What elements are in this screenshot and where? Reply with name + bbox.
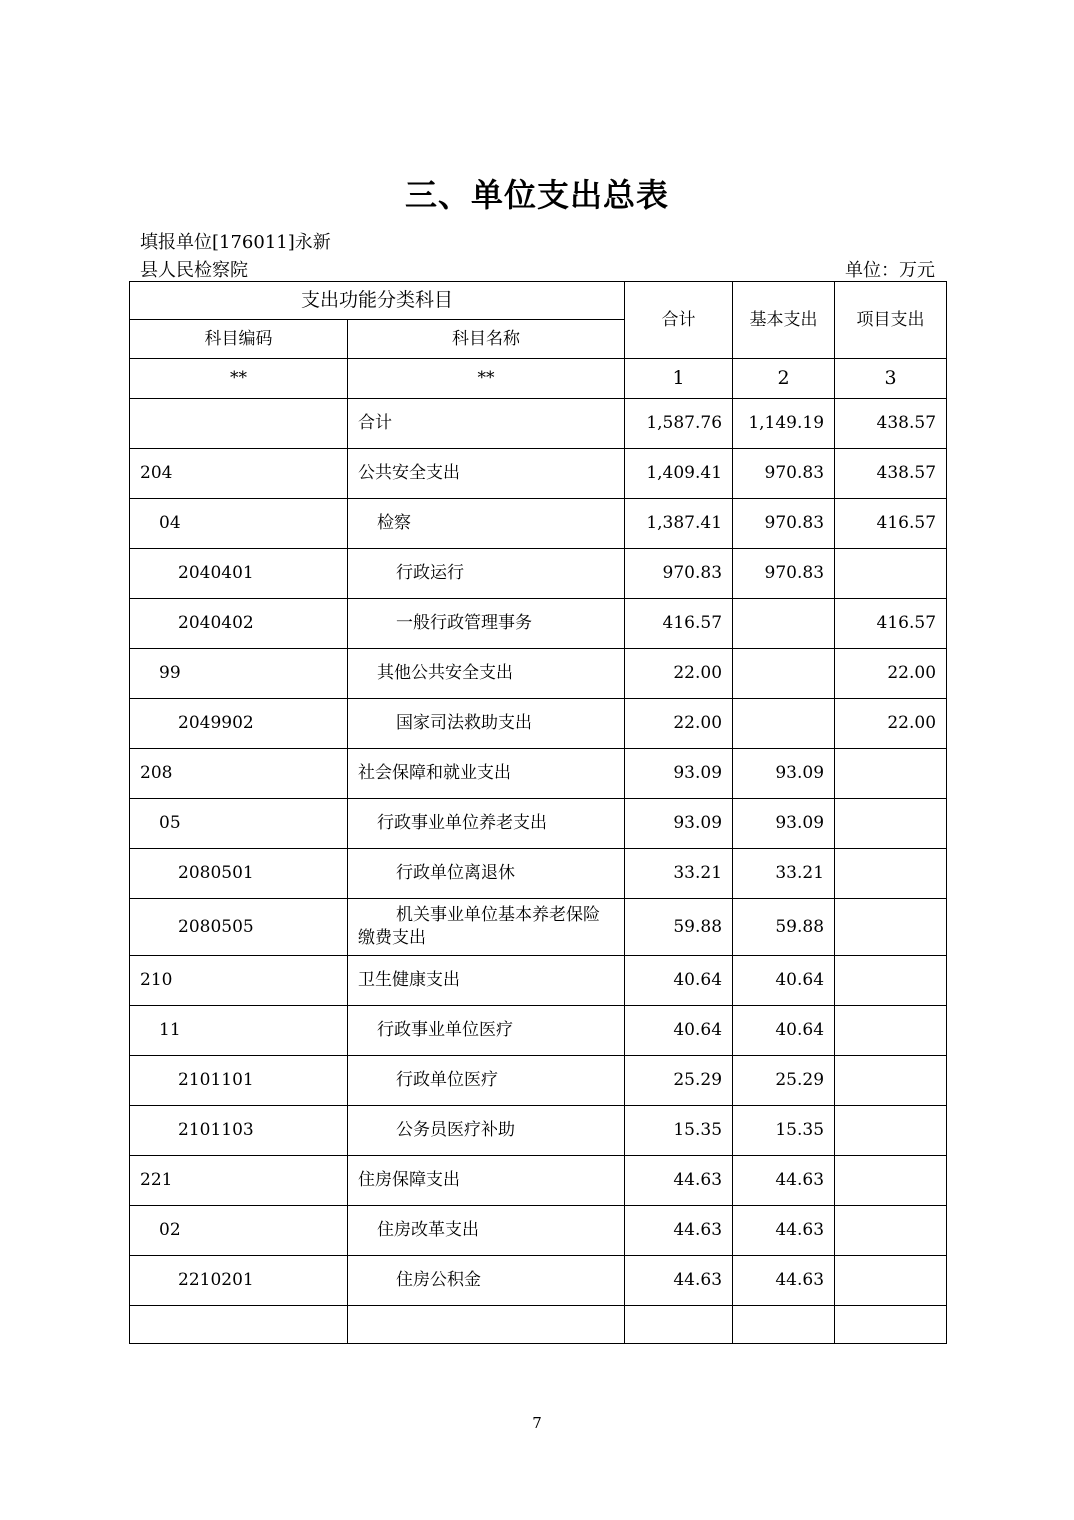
empty-cell: [130, 1306, 348, 1344]
row-project: [835, 1156, 947, 1206]
row-code: 04: [130, 499, 348, 549]
row-total: 93.09: [625, 749, 733, 799]
row-name: 行政单位离退休: [348, 849, 625, 899]
row-project: 416.57: [835, 599, 947, 649]
row-basic: 44.63: [733, 1206, 835, 1256]
empty-cell: [733, 1306, 835, 1344]
row-basic: 1,149.19: [733, 399, 835, 449]
table-row: [130, 1106, 947, 1156]
row-total: 33.21: [625, 849, 733, 899]
row-name: 行政运行: [348, 549, 625, 599]
header-basic-expense: 基本支出: [733, 282, 835, 359]
row-total: 44.63: [625, 1206, 733, 1256]
row-basic: [733, 649, 835, 699]
row-code: 2080501: [130, 849, 348, 899]
empty-cell: [625, 1306, 733, 1344]
row-basic: 93.09: [733, 749, 835, 799]
row-total: 93.09: [625, 799, 733, 849]
row-name: 公务员医疗补助: [348, 1106, 625, 1156]
row-code: 05: [130, 799, 348, 849]
row-code: 2080505: [130, 899, 348, 956]
row-project: 22.00: [835, 649, 947, 699]
row-total: 44.63: [625, 1156, 733, 1206]
index-code-stars: **: [130, 359, 348, 399]
row-project: [835, 1256, 947, 1306]
table-row: [130, 1256, 947, 1306]
row-code: 210: [130, 956, 348, 1006]
row-basic: 970.83: [733, 549, 835, 599]
table-row: [130, 499, 947, 549]
row-total: 1,387.41: [625, 499, 733, 549]
row-name: 合计: [348, 399, 625, 449]
header-subject-code: 科目编码: [130, 320, 348, 359]
row-total: 1,409.41: [625, 449, 733, 499]
row-basic: 970.83: [733, 449, 835, 499]
table-row: [130, 599, 947, 649]
table-row: [130, 749, 947, 799]
row-basic: 15.35: [733, 1106, 835, 1156]
row-total: 40.64: [625, 1006, 733, 1056]
row-project: 438.57: [835, 399, 947, 449]
row-name: 住房公积金: [348, 1256, 625, 1306]
table-row: [130, 649, 947, 699]
row-code: 204: [130, 449, 348, 499]
row-project: 22.00: [835, 699, 947, 749]
empty-cell: [348, 1306, 625, 1344]
table-row: [130, 1056, 947, 1106]
row-code: 2101103: [130, 1106, 348, 1156]
row-project: [835, 849, 947, 899]
row-code: 2101101: [130, 1056, 348, 1106]
row-total: 59.88: [625, 899, 733, 956]
table-row: [130, 699, 947, 749]
row-basic: [733, 699, 835, 749]
row-basic: 40.64: [733, 956, 835, 1006]
index-col-2: 2: [733, 359, 835, 399]
row-total: 40.64: [625, 956, 733, 1006]
row-project: [835, 799, 947, 849]
header-subject-name: 科目名称: [348, 320, 625, 359]
row-code: 2040402: [130, 599, 348, 649]
row-total: 25.29: [625, 1056, 733, 1106]
row-basic: 93.09: [733, 799, 835, 849]
row-project: [835, 749, 947, 799]
row-project: 416.57: [835, 499, 947, 549]
row-name: 住房保障支出: [348, 1156, 625, 1206]
row-name: 一般行政管理事务: [348, 599, 625, 649]
row-total: 1,587.76: [625, 399, 733, 449]
empty-cell: [835, 1306, 947, 1344]
row-total: 22.00: [625, 649, 733, 699]
row-code: [130, 399, 348, 449]
header-row-group: [130, 282, 947, 320]
page-number: 7: [532, 1414, 542, 1432]
row-project: 438.57: [835, 449, 947, 499]
table-row: [130, 849, 947, 899]
row-name: 行政单位医疗: [348, 1056, 625, 1106]
row-project: [835, 899, 947, 956]
row-basic: 40.64: [733, 1006, 835, 1056]
row-total: 970.83: [625, 549, 733, 599]
row-basic: 970.83: [733, 499, 835, 549]
row-basic: 33.21: [733, 849, 835, 899]
row-project: [835, 1106, 947, 1156]
table-row: [130, 1006, 947, 1056]
row-total: 416.57: [625, 599, 733, 649]
row-basic: 59.88: [733, 899, 835, 956]
expense-summary-table: [129, 281, 947, 1344]
index-col-3: 3: [835, 359, 947, 399]
row-name: 公共安全支出: [348, 449, 625, 499]
row-project: [835, 549, 947, 599]
table-row: [130, 1206, 947, 1256]
row-name: 住房改革支出: [348, 1206, 625, 1256]
row-name: 行政事业单位医疗: [348, 1006, 625, 1056]
row-code: 99: [130, 649, 348, 699]
index-name-stars: **: [348, 359, 625, 399]
row-basic: 44.63: [733, 1256, 835, 1306]
row-project: [835, 1056, 947, 1106]
currency-unit-label: 单位：万元: [845, 260, 935, 281]
table-row: [130, 449, 947, 499]
reporting-unit-label-cont: 县人民检察院: [140, 260, 248, 281]
row-name: 机关事业单位基本养老保险缴费支出: [348, 899, 625, 956]
row-total: 15.35: [625, 1106, 733, 1156]
header-project-expense: 项目支出: [835, 282, 947, 359]
row-basic: 25.29: [733, 1056, 835, 1106]
row-code: 208: [130, 749, 348, 799]
table-row: [130, 899, 947, 956]
header-total: 合计: [625, 282, 733, 359]
reporting-unit-label: 填报单位[176011]永新: [140, 232, 331, 253]
row-total: 44.63: [625, 1256, 733, 1306]
page-title: 三、单位支出总表: [404, 176, 669, 214]
row-name: 其他公共安全支出: [348, 649, 625, 699]
header-function-classification: 支出功能分类科目: [130, 282, 625, 320]
row-name: 行政事业单位养老支出: [348, 799, 625, 849]
row-code: 2049902: [130, 699, 348, 749]
row-code: 02: [130, 1206, 348, 1256]
table-row: [130, 1156, 947, 1206]
row-code: 2210201: [130, 1256, 348, 1306]
table-row: [130, 549, 947, 599]
row-basic: [733, 599, 835, 649]
row-project: [835, 1206, 947, 1256]
table-row: [130, 956, 947, 1006]
row-name: 社会保障和就业支出: [348, 749, 625, 799]
row-project: [835, 1006, 947, 1056]
table-row: [130, 799, 947, 849]
row-code: 2040401: [130, 549, 348, 599]
table-row-empty: [130, 1306, 947, 1344]
header-index-row: [130, 359, 947, 399]
row-code: 11: [130, 1006, 348, 1056]
row-name: 检察: [348, 499, 625, 549]
row-total: 22.00: [625, 699, 733, 749]
index-col-1: 1: [625, 359, 733, 399]
table-row: [130, 399, 947, 449]
row-code: 221: [130, 1156, 348, 1206]
row-name: 卫生健康支出: [348, 956, 625, 1006]
row-name: 国家司法救助支出: [348, 699, 625, 749]
row-basic: 44.63: [733, 1156, 835, 1206]
row-project: [835, 956, 947, 1006]
